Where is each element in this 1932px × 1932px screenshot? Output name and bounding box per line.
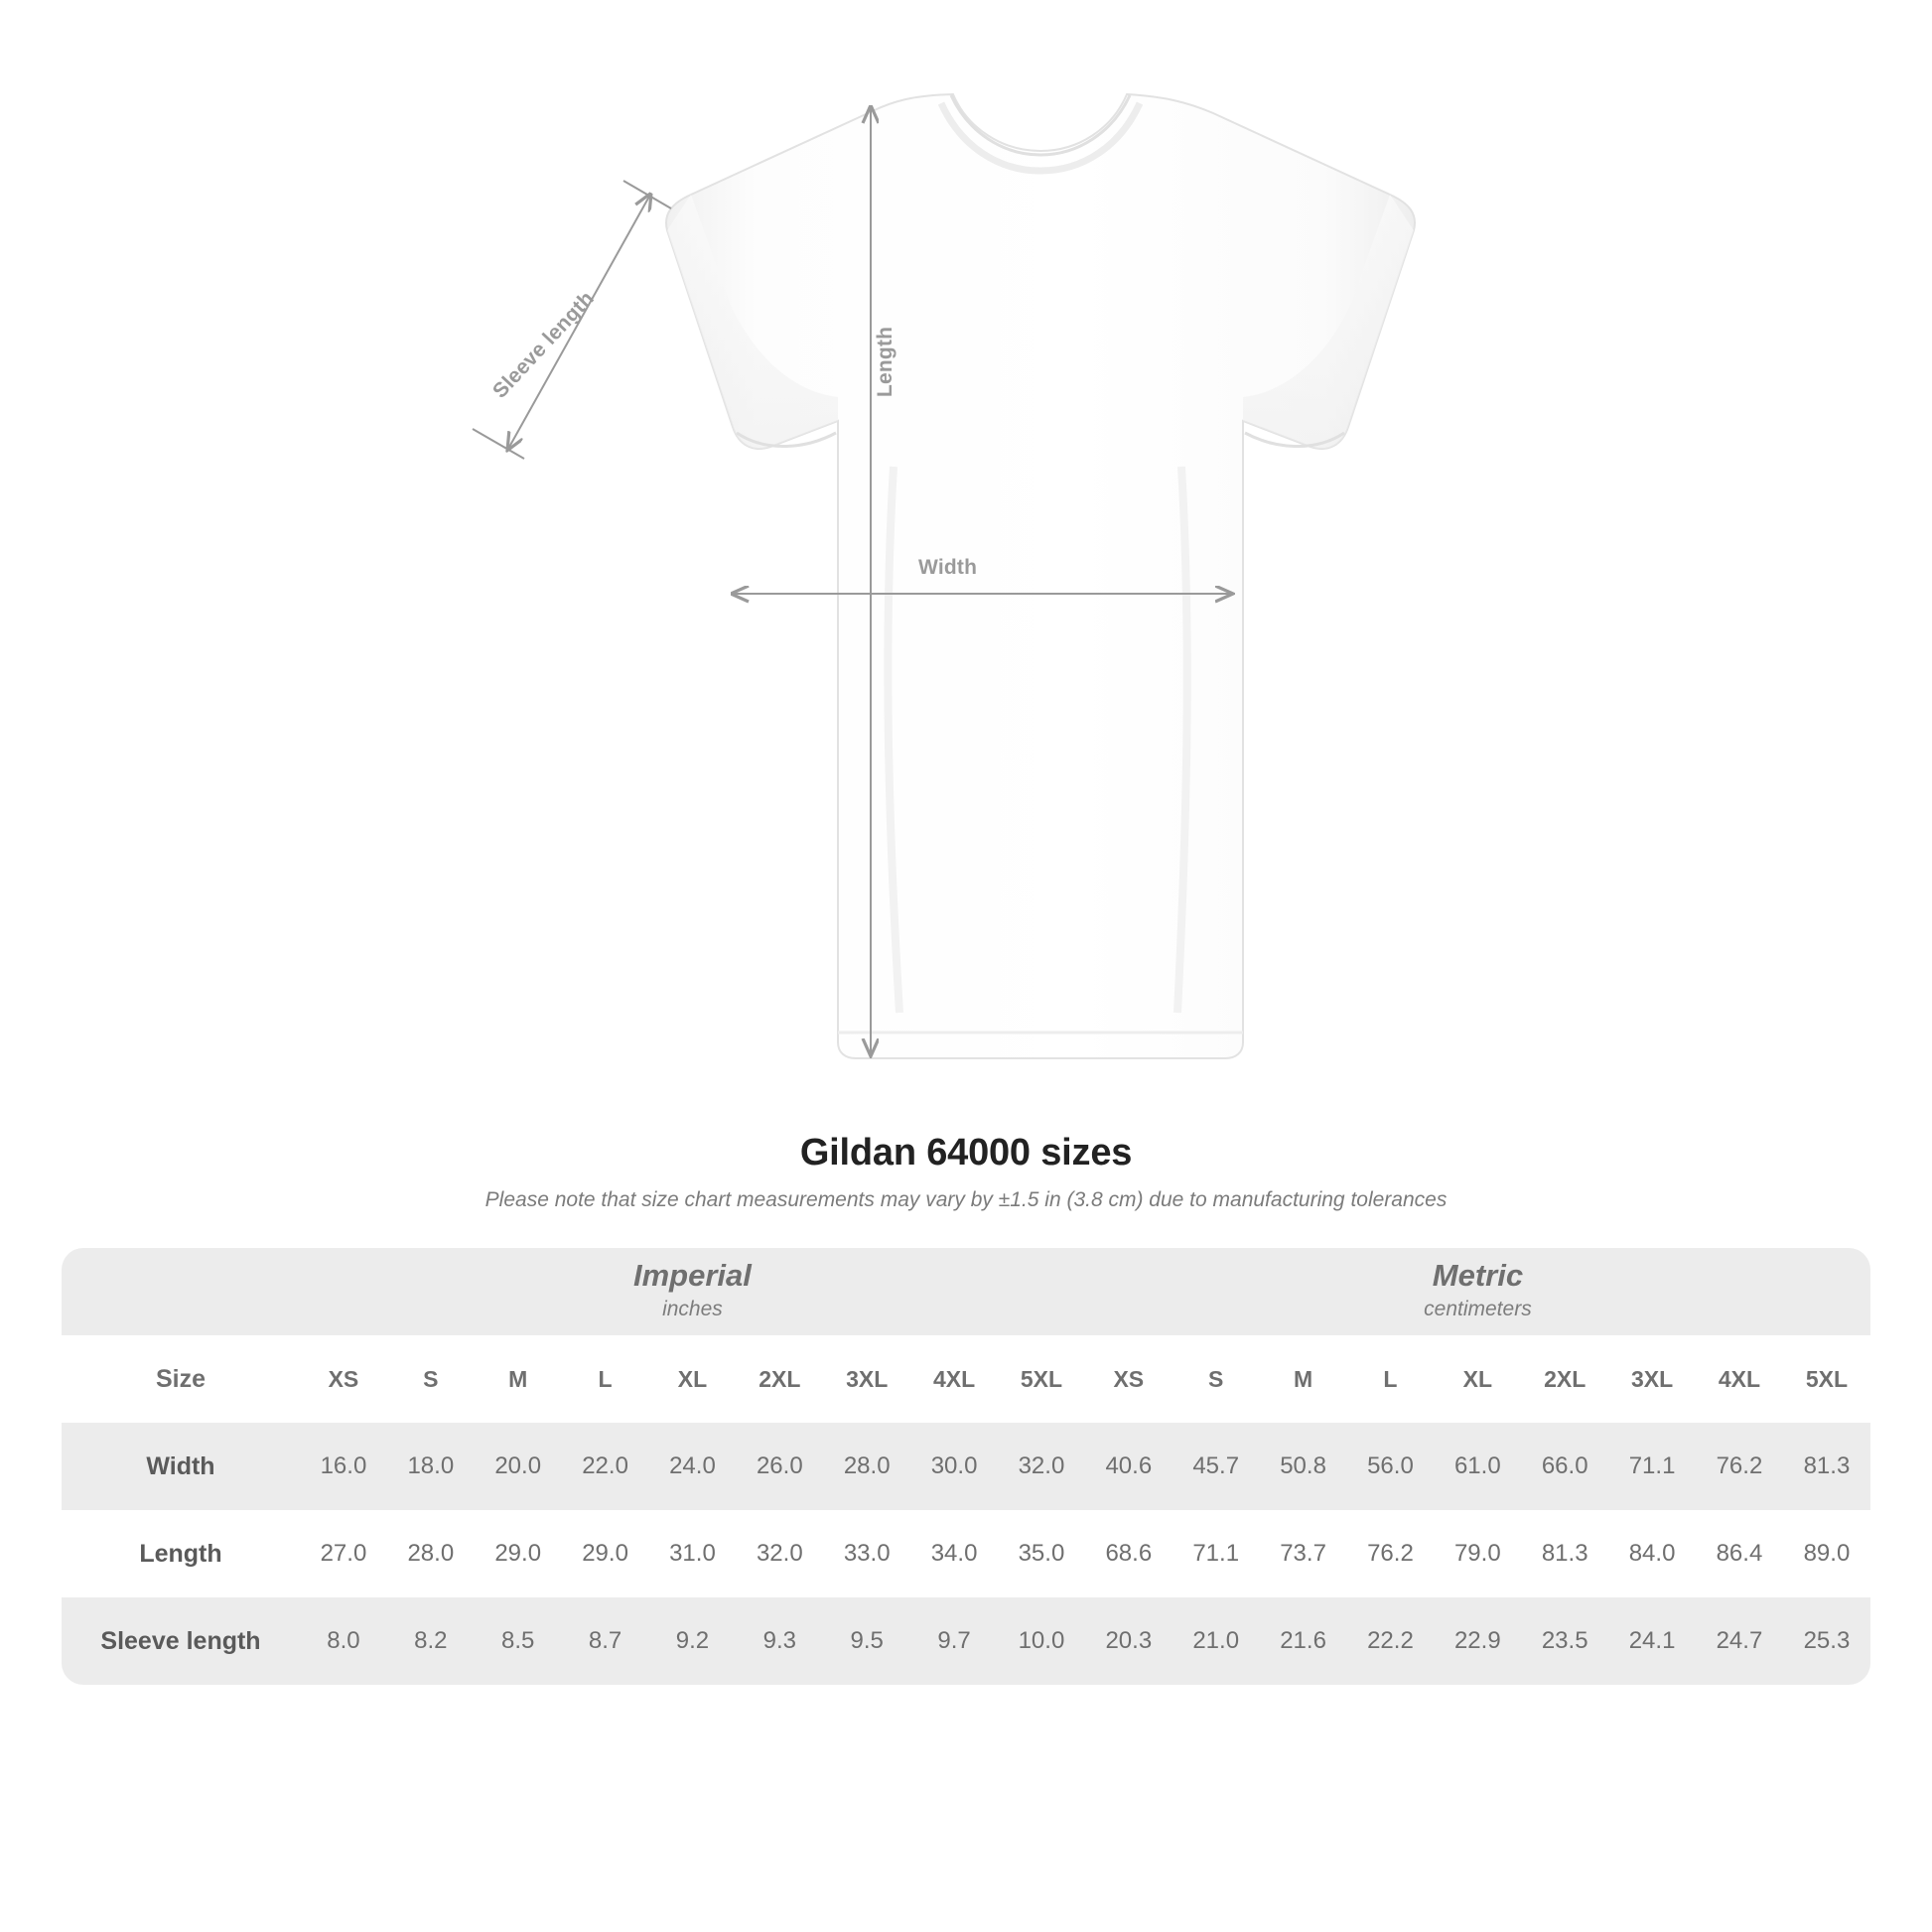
tolerance-note: Please note that size chart measurements may vary by ±1.5 in (3.8 cm) due to manufacturing tolerances	[484, 1188, 1448, 1211]
unit-header-imperial	[300, 1248, 1085, 1335]
table-cell: 76.2	[1696, 1423, 1783, 1510]
size-column-header: XL	[649, 1335, 737, 1423]
table-cell: 32.0	[998, 1423, 1085, 1510]
table-cell: 32.0	[736, 1510, 823, 1597]
table-cell: 76.2	[1347, 1510, 1435, 1597]
table-cell: 68.6	[1085, 1510, 1173, 1597]
unit-name: Metric	[1432, 1258, 1524, 1294]
size-column-header: 2XL	[1521, 1335, 1608, 1423]
length-dimension-label: Length	[874, 326, 897, 397]
table-cell: 24.1	[1608, 1597, 1696, 1685]
sleeve-length-dimension-label: Sleeve length	[488, 287, 599, 403]
table-cell: 8.5	[475, 1597, 562, 1685]
table-row	[62, 1597, 1870, 1685]
table-cell: 22.0	[562, 1423, 649, 1510]
table-cell: 26.0	[736, 1423, 823, 1510]
table-cell: 34.0	[910, 1510, 998, 1597]
table-cell: 20.3	[1085, 1597, 1173, 1685]
table-cell: 50.8	[1260, 1423, 1347, 1510]
table-cell: 8.0	[300, 1597, 387, 1685]
size-table-container	[62, 1248, 1870, 1685]
width-dimension-label: Width	[918, 556, 978, 579]
table-cell: 86.4	[1696, 1510, 1783, 1597]
page-title: Gildan 64000 sizes	[799, 1132, 1133, 1173]
table-cell: 9.5	[823, 1597, 910, 1685]
table-cell: 9.7	[910, 1597, 998, 1685]
table-cell: 79.0	[1434, 1510, 1521, 1597]
unit-subtitle: inches	[662, 1298, 723, 1321]
size-column-header: S	[1173, 1335, 1260, 1423]
size-header-label: Size	[62, 1335, 300, 1423]
table-cell: 35.0	[998, 1510, 1085, 1597]
size-column-header: 3XL	[823, 1335, 910, 1423]
unit-name: Imperial	[632, 1258, 752, 1294]
table-cell: 9.3	[736, 1597, 823, 1685]
size-column-header: XS	[300, 1335, 387, 1423]
table-row	[62, 1423, 1870, 1510]
table-cell: 27.0	[300, 1510, 387, 1597]
table-cell: 89.0	[1783, 1510, 1870, 1597]
row-header-sleeve-length: Sleeve length	[62, 1597, 300, 1685]
unit-header-metric	[1085, 1248, 1870, 1335]
table-cell: 45.7	[1173, 1423, 1260, 1510]
table-cell: 9.2	[649, 1597, 737, 1685]
unit-row-spacer	[62, 1248, 300, 1335]
table-cell: 23.5	[1521, 1597, 1608, 1685]
title-block	[0, 1132, 1932, 1212]
table-cell: 40.6	[1085, 1423, 1173, 1510]
tshirt-shape	[666, 94, 1415, 1058]
table-cell: 8.2	[387, 1597, 475, 1685]
table-cell: 66.0	[1521, 1423, 1608, 1510]
table-cell: 18.0	[387, 1423, 475, 1510]
row-header-width: Width	[62, 1423, 300, 1510]
table-cell: 8.7	[562, 1597, 649, 1685]
table-cell: 81.3	[1521, 1510, 1608, 1597]
table-cell: 21.0	[1173, 1597, 1260, 1685]
table-cell: 20.0	[475, 1423, 562, 1510]
row-header-length: Length	[62, 1510, 300, 1597]
table-cell: 71.1	[1173, 1510, 1260, 1597]
size-column-header: M	[1260, 1335, 1347, 1423]
size-column-header: XS	[1085, 1335, 1173, 1423]
table-cell: 56.0	[1347, 1423, 1435, 1510]
size-column-header: 4XL	[1696, 1335, 1783, 1423]
size-column-header: 3XL	[1608, 1335, 1696, 1423]
table-cell: 25.3	[1783, 1597, 1870, 1685]
size-column-header: L	[1347, 1335, 1435, 1423]
table-cell: 61.0	[1434, 1423, 1521, 1510]
table-cell: 29.0	[475, 1510, 562, 1597]
table-row	[62, 1510, 1870, 1597]
table-cell: 22.2	[1347, 1597, 1435, 1685]
size-column-header: S	[387, 1335, 475, 1423]
table-cell: 71.1	[1608, 1423, 1696, 1510]
table-cell: 21.6	[1260, 1597, 1347, 1685]
table-cell: 81.3	[1783, 1423, 1870, 1510]
size-column-header: 2XL	[736, 1335, 823, 1423]
table-cell: 16.0	[300, 1423, 387, 1510]
size-column-header: 5XL	[998, 1335, 1085, 1423]
table-cell: 10.0	[998, 1597, 1085, 1685]
table-cell: 28.0	[387, 1510, 475, 1597]
table-cell: 22.9	[1434, 1597, 1521, 1685]
size-column-header: L	[562, 1335, 649, 1423]
size-column-header: XL	[1434, 1335, 1521, 1423]
table-cell: 24.7	[1696, 1597, 1783, 1685]
table-cell: 33.0	[823, 1510, 910, 1597]
table-cell: 29.0	[562, 1510, 649, 1597]
unit-subtitle: centimeters	[1424, 1298, 1532, 1321]
table-cell: 84.0	[1608, 1510, 1696, 1597]
table-cell: 30.0	[910, 1423, 998, 1510]
size-table	[62, 1248, 1870, 1685]
table-cell: 24.0	[649, 1423, 737, 1510]
table-cell: 31.0	[649, 1510, 737, 1597]
size-column-header: 5XL	[1783, 1335, 1870, 1423]
size-column-header: M	[475, 1335, 562, 1423]
size-header-row	[62, 1335, 1870, 1423]
table-cell: 28.0	[823, 1423, 910, 1510]
unit-header-row	[62, 1248, 1870, 1335]
table-cell: 73.7	[1260, 1510, 1347, 1597]
size-column-header: 4XL	[910, 1335, 998, 1423]
